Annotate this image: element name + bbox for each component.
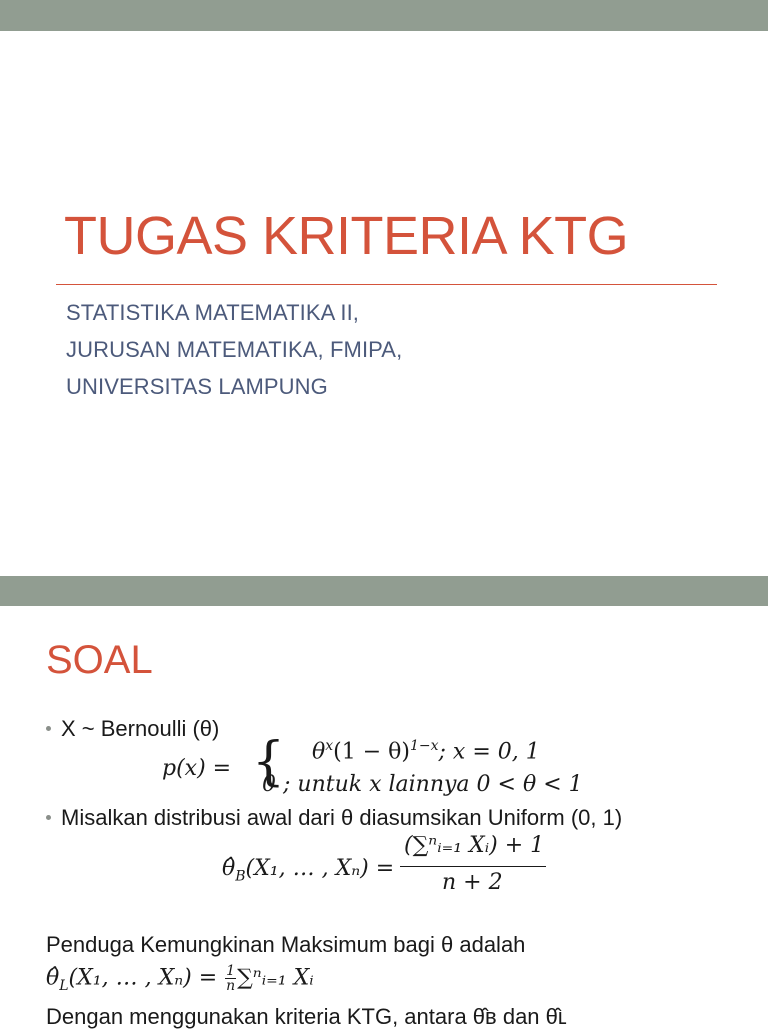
bullet-item-distribution [46, 716, 219, 742]
criteria-text: Dengan menggunakan kriteria KTG, antara θ̂ʙ dan θ̂ʟ [46, 1004, 567, 1029]
pmf-case-2: 0 ; untuk x lainnya 0 < θ < 1 [262, 772, 583, 797]
bullet-text: X ~ Bernoulli (θ) [61, 716, 220, 741]
bullet-text: Misalkan distribusi awal dari θ diasumsikan Uniform (0, 1) [61, 805, 623, 830]
bayes-denominator: n + 2 [442, 870, 503, 895]
bullet-icon [46, 815, 51, 820]
title-underline [56, 284, 717, 285]
bullet-item-prior [46, 805, 622, 831]
bayes-numerator: (∑ⁿᵢ₌₁ Xᵢ) + 1 [404, 833, 545, 858]
bullet-icon [46, 726, 51, 731]
pmf-case-1: $\theta^x(1 - \theta)^{1-x}$; x = 0, 1 [312, 738, 540, 765]
fraction-bar [400, 866, 546, 867]
pmf-lhs: p(x) = [162, 756, 232, 781]
slide-separator-band [0, 576, 768, 606]
case-brace: { [252, 732, 286, 792]
slide-title: TUGAS KRITERIA KTG [64, 206, 629, 266]
slide-top-band [0, 0, 768, 31]
mle-fraction: $\frac{1}{n}$ [226, 963, 236, 994]
subtitle-line-1: STATISTIKA MATEMATIKA II, [66, 300, 360, 325]
subtitle-line-3: UNIVERSITAS LAMPUNG [66, 374, 328, 399]
mle-estimator: $\thetâ_L(X_1$, … , Xₙ) = $\frac{1}{n}$ ∑ⁿᵢ₌₁ Xᵢ [46, 963, 314, 994]
mle-intro-text: Penduga Kemungkinan Maksimum bagi θ adalah [46, 932, 526, 957]
subtitle-line-2: JURUSAN MATEMATIKA, FMIPA, [66, 337, 403, 362]
bayes-estimator-lhs: $\thetâ_B(X_1$, … , Xₙ) = [222, 856, 395, 885]
section-heading: SOAL [46, 638, 153, 682]
